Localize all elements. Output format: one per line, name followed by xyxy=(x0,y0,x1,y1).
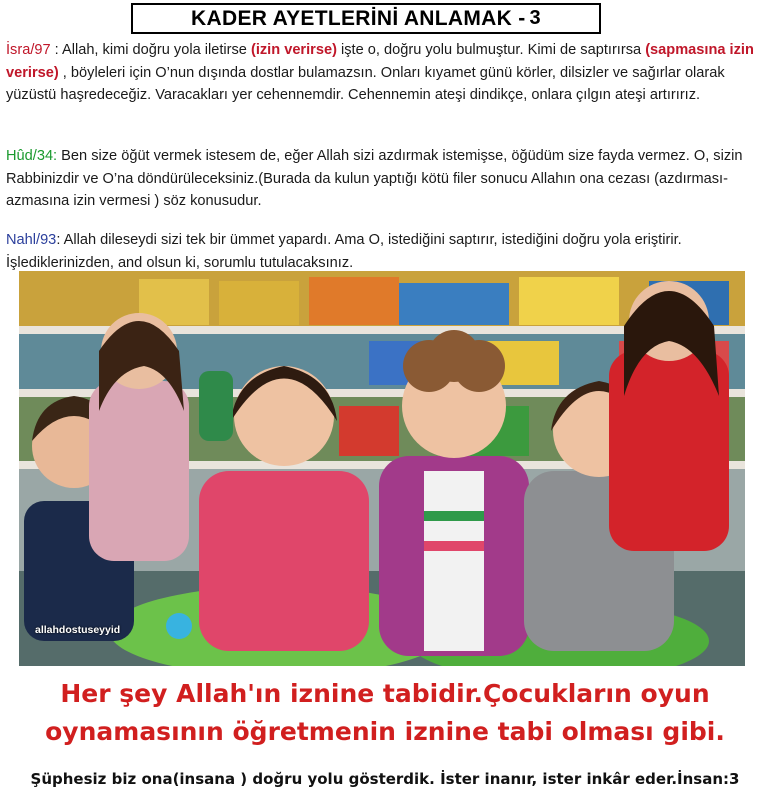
photo-illustration xyxy=(19,271,745,666)
highlight-text: (izin verirse) xyxy=(250,42,337,58)
verse-text: , böyleleri için O’nun dışında dostlar bulamazsın. Onları kıyamet günü körler, dilsizler ve sağırlar olarak yüzüstü haşredeceğiz. Varacakları yer cehennemdir. Cehennemin ateşi dindikçe, onlara çılgın ateşi artırırız. xyxy=(6,64,725,103)
verse-isra xyxy=(6,39,766,107)
verse-text: Ben size öğüt vermek istesem de, eğer Allah sizi azdırmak istemişse, öğüdüm size fayda vermez. O, sizin Rabbinizdir ve O’na döndürüleceksiniz.(Burada da kulun yaptığı kötü filer sonucu Allahın ona cezası (azdırması-azmasına izin vermesi ) söz konusudur. xyxy=(6,148,743,209)
page-title xyxy=(131,3,601,34)
verse-ref-isra: İsra/97 xyxy=(6,42,51,58)
verse-ref-hud: Hûd/34: xyxy=(6,148,58,164)
photo-watermark: allahdostuseyyid xyxy=(35,624,121,636)
highlight-text: (sapmasına izin verirse) xyxy=(6,42,754,81)
children-toy-store-photo xyxy=(19,271,745,666)
verse-ref-nahl: Nahl/93 xyxy=(6,232,57,248)
title-number: 3 xyxy=(529,7,541,29)
verse-text: : Allah, kimi doğru yola iletirse xyxy=(50,42,251,58)
caption-line-1: Her şey Allah'ın iznine tabidir.Çocukların oyun xyxy=(60,679,710,708)
footer-verse: Şüphesiz biz ona(insana ) doğru yolu gösterdik. İster inanır, ister inkâr eder.İnsan:3 xyxy=(30,770,740,788)
title-text: KADER AYETLERİNİ ANLAMAK - xyxy=(191,6,526,30)
verse-text: işte o, doğru yolu bulmuştur. Kimi de saptırırsa xyxy=(336,42,646,58)
verse-hud xyxy=(6,145,766,213)
caption-line-2: oynamasının öğretmenin iznine tabi olması gibi. xyxy=(45,717,725,746)
verse-nahl xyxy=(6,229,766,274)
verse-text: : Allah dileseydi sizi tek bir ümmet yapardı. Ama O, istediğini saptırır, istediğini doğru yola eriştirir. İşlediklerinizden, and olsun ki, sorumlu tutulacaksınız. xyxy=(6,232,682,271)
